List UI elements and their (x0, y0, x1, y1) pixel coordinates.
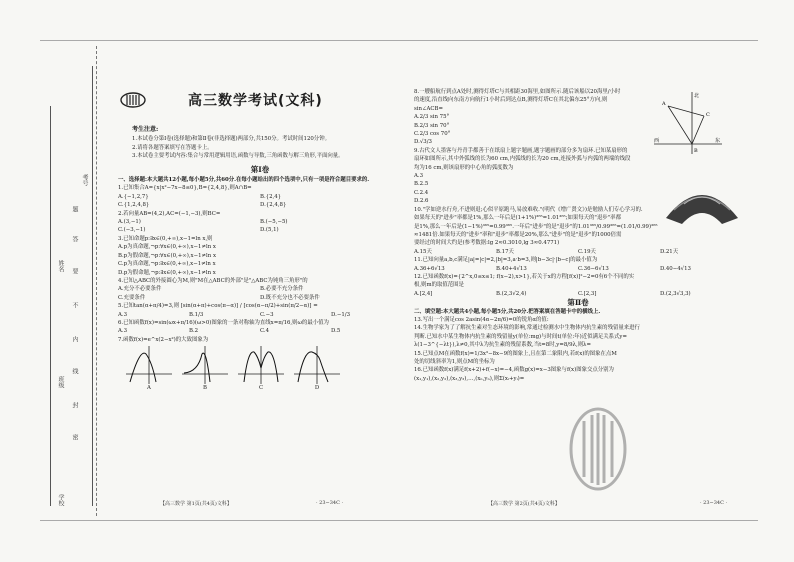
option: D.2.6 (414, 198, 429, 205)
graph-label: D (314, 385, 320, 392)
question-5 (118, 302, 402, 319)
question-stem: 4.已知△ABC的外接圆心为M,则"M在△ABC的外部"是"△ABC为钝角三角形"的 (118, 277, 308, 284)
graph-c-icon (238, 346, 284, 384)
question-line: 12.已知函数f(x)={2^x,0≤x≤1; f(x−2),x>1},若关于x的方程[f(x)]²−2=0有6个不同的实 (414, 273, 635, 280)
question-line: (x₁,y₁),(x₂,y₂),(x₃,y₃),…,(xₙ,yₙ),则Σ(xᵢ+yᵢ)= (414, 375, 525, 382)
question-line: ≈1481倍.如果每天的"进步"率和"退步"率都是20%,那么"进步"的是"退步"的1000倍需 (414, 231, 622, 238)
name-label: 姓名 (57, 260, 64, 272)
graph-b-icon (182, 346, 228, 384)
question-line: 8.一艘船航行到点A处时,测得灯塔C与其相距30海里,如图所示.随后该船以20海里/小时 (414, 89, 621, 95)
option: D.−1/3 (331, 311, 351, 318)
option: B.2 (189, 328, 199, 335)
notice-item: 3.本试卷主要考试内容:集合与常用逻辑用语,函数与导数,三角函数与解三角形,平面向量。 (132, 153, 344, 160)
option: B.必要不充分条件 (260, 286, 304, 293)
question-4 (118, 277, 402, 302)
question-line: 16.已知函数f(x)满足f(x+2)+f(−x)=−4,函数g(x)=x−3图象与f(x)图象交点分别为 (414, 367, 614, 374)
option: D.40−4√13 (660, 265, 691, 272)
question-line: 要经过的时间大约是(参考数据:lg 2≈0.3010,lg 3≈0.4771) (414, 240, 560, 247)
question-stem: 1.已知集合A={x|x²−7x−8≤0},B={2,4,8},则A∩B= (118, 185, 252, 192)
question-options (414, 290, 742, 298)
option: D.{2,4,8} (260, 202, 287, 209)
question-line: 根,则m的取值范围是 (414, 282, 464, 289)
class-label: 班级 (57, 376, 64, 388)
question-8 (414, 88, 650, 147)
option: A.3 (414, 173, 424, 180)
ship-bearing-diagram (652, 90, 724, 156)
option: A.3 (118, 328, 128, 335)
seal-text-4: 不 (71, 302, 78, 308)
question-line: 如果每天的"进步"率都是1%,那么一年后是(1+1%)³⁶⁵=1.01³⁶⁵;如果每天的"退步"率都 (414, 215, 621, 222)
question-options (118, 193, 402, 201)
question-options (118, 311, 402, 319)
question-line: 11.已知向量a,b,c满足|a|=|c|=2,|b|=3,a·b=3,则|b−3c|·|b−c|的最小值为 (414, 257, 598, 264)
footer-right: 【高三数学 第2页(共4页)文科】 (488, 501, 560, 507)
left-column (118, 122, 402, 393)
graph-label: C (258, 385, 264, 392)
option: C.[2,3] (578, 290, 597, 297)
option: C.−3 (260, 311, 274, 318)
question-2 (118, 210, 402, 235)
notice-item: 1.本试卷分第Ⅰ卷(选择题)和第Ⅱ卷(非选择题)两部分,共150分。考试时间120分钟。 (132, 136, 330, 143)
option: A.15天 (414, 248, 432, 255)
question-11 (414, 256, 742, 273)
option: B.17天 (496, 248, 514, 255)
question-line: 是1%,那么一年后是(1−1%)³⁶⁵=0.99³⁶⁵.一年后"进步"的是"退步"的1.01³⁶⁵/0.99³⁶⁵=(1.01/0.99)³⁶⁵ (414, 223, 658, 230)
question-line: 扇环如图所示,其中外弧线的长为60 cm,内弧线的长为20 cm,连接外弧与内弧的两端的线段 (414, 156, 631, 163)
option: A.[2,4] (414, 290, 433, 297)
seal-text-3: 要 (71, 268, 78, 274)
watermark-logo-icon (568, 405, 628, 493)
label-west: 西 (654, 138, 660, 144)
question-stem: 2.若向量AB=(4,2),AC=(−1,−3),则BC= (118, 210, 221, 217)
footer-left-code: · 23−34C · (316, 500, 344, 506)
page-top-edge (40, 40, 758, 41)
option: A.2/3 sin 75° (414, 114, 450, 121)
label-c: C (706, 112, 710, 118)
question-line: 10."学如逆水行舟,不进则退;心似平原跑马,易放难收."(明代《增广贤文》)是勉励人们专心学习的. (414, 206, 643, 213)
question-options (118, 327, 402, 335)
question-line: 处的切线斜率为1,则点M的坐标为 (414, 359, 495, 365)
question-options (118, 294, 402, 302)
seal-text-2: 答 (71, 236, 78, 242)
question-options (118, 218, 402, 226)
option: D.(5,1) (260, 227, 279, 234)
question-line: 均为16 cm,则该扇形的中心角的弧度数为 (414, 164, 514, 171)
option: D.(2,3√3,3) (660, 290, 691, 297)
exam-number-label: 考号 (81, 174, 88, 186)
label-east: 东 (715, 138, 721, 144)
question-options (118, 285, 402, 293)
notice-item: 2.请将各题答案填写在答题卡上。 (132, 144, 213, 151)
option: A.充分不必要条件 (118, 286, 162, 293)
footer-left: 【高三数学 第1页(共4页)文科】 (160, 501, 232, 507)
question-16 (414, 366, 742, 383)
question-options (118, 201, 402, 209)
option: A.3 (118, 311, 128, 318)
binding-strip (42, 46, 97, 516)
part2-heading: 二、填空题:本大题共4小题,每小题5分,共20分.把答案填在答题卡中的横线上. (414, 308, 601, 315)
option: B.(−5,−5) (260, 219, 288, 226)
option: C.2.4 (414, 189, 429, 196)
question-line: 9.古代文人墨客与丹青手都善于在纸扇上题字题画,题字题画的部分多为扇环.已知某扇形的 (414, 147, 628, 154)
binding-line-2 (92, 66, 93, 506)
question-stem: 6.已知函数f(x)=sin(ωx+π/16)(ω>0)图象的一条对称轴为直线x=π/16,则ω的最小值为 (118, 319, 329, 326)
option: B.p为假命题,¬p:∀x∈(0,+∞),x−1≠ln x (118, 252, 216, 259)
question-stem: 5.已知tan(α+π/4)=3,则 [sin(α+π)+cos(π−α)] / [cos(α−π/2)+sin(π/2−α)] = (118, 303, 318, 310)
option: C.36−6√13 (578, 265, 609, 272)
seal-text-5: 内 (71, 336, 78, 342)
notice-block (118, 135, 402, 160)
seal-text-8: 密 (71, 434, 78, 440)
option: C.19天 (578, 248, 596, 255)
notice-title: 考生注意: (132, 126, 159, 133)
option: C.(−3,−1) (118, 227, 146, 234)
option: C.充要条件 (118, 294, 146, 301)
option: B.{2,4} (260, 193, 282, 200)
graph-a-icon (126, 346, 172, 384)
question-options (414, 248, 742, 256)
seal-text-1: 题 (71, 206, 78, 212)
option: B.1/3 (189, 311, 204, 318)
option: C.4 (260, 328, 270, 335)
question-line: 14.生物学家为了了解抗生素对生态环境的影响,常通过检测水中生物体内抗生素的残留量来进行 (414, 325, 640, 332)
part2-title: 第Ⅱ卷 (567, 298, 589, 308)
school-label: 学校 (57, 494, 64, 506)
option: C.{1,2,4,8} (118, 202, 150, 209)
exam-header (118, 88, 402, 114)
option: B.(2,3√2,4) (496, 290, 527, 297)
option: B.2.5 (414, 181, 429, 188)
graph-d-icon (294, 346, 340, 384)
part1-title: 第Ⅰ卷 (250, 164, 270, 174)
option: B.2/3 sin 70° (414, 122, 450, 129)
question-stem: 7.函数f(x)=e^x(2−x²)的大致图象为 (118, 336, 209, 343)
publisher-logo-icon (120, 92, 146, 108)
question-options (414, 265, 742, 273)
seal-text-6: 线 (71, 368, 78, 374)
question-line: sin∠ACB= (414, 105, 443, 112)
option: A.(3,−1) (118, 219, 141, 226)
question-14 (414, 324, 742, 349)
label-north: 北 (694, 93, 700, 99)
question-line: 判断.已知水中某生物体内抗生素的残留量y(单位:mg)与时间t(单位:年)近似满足关系式y= (414, 333, 627, 340)
part1-heading: 一、选择题:本大题共12小题,每小题5分,共60分.在每小题给出的四个选项中,只有一项是符合题目要求的. (118, 177, 370, 184)
option: D.√3/3 (414, 139, 432, 146)
option: C.p为真命题,¬p:∃x∈(0,+∞),x−1≠ln x (118, 261, 216, 268)
question-6 (118, 319, 402, 336)
question-options (118, 226, 402, 234)
graph-label: B (203, 385, 207, 392)
question-15 (414, 350, 742, 367)
option: A.p为真命题,¬p:∀x∈(0,+∞),x−1≠ln x (118, 244, 216, 251)
question-13: 13.写出一个满足cos 2asin(4α−2π/6)=0的锐角α的值: (414, 316, 549, 323)
question-1 (118, 184, 402, 209)
seal-text-7: 封 (71, 402, 78, 408)
option: D.5 (331, 328, 341, 335)
binding-line (50, 106, 51, 506)
option: D.21天 (660, 248, 679, 255)
graph-label: A (147, 385, 151, 392)
label-a: A (662, 101, 666, 107)
option: B.40+4√13 (496, 265, 527, 272)
footer-right-code: · 23−34C · (700, 500, 728, 506)
answer-graphs (126, 346, 402, 384)
option: A.{−1,2,7} (118, 193, 149, 200)
question-7 (118, 336, 402, 393)
fan-painting-image (662, 180, 742, 226)
question-line: 15.已知点M在函数f(x)=1/3x³−8x−9的图象上,且在第二象限内,若f(x)的图象在点M (414, 350, 617, 357)
question-line: λ(1−3^{−λt}),λ≠0,其中λ为抗生素的残留系数,当t=8时,y=8/9λ,则λ= (414, 342, 591, 349)
option: C.2/3 cos 70° (414, 131, 451, 138)
question-stem: 3.已知命题p:∃x∈(0,+∞),x−1=ln x,则 (118, 235, 213, 242)
exam-title: 高三数学考试(文科) (188, 93, 323, 109)
question-12 (414, 273, 742, 298)
option: A.36+6√13 (414, 265, 445, 272)
option: D.p为假命题,¬p:∃x∈(0,+∞),x−1≠ln x (118, 269, 216, 276)
option: D.既不充分也不必要条件 (260, 294, 320, 301)
question-line: 的速度,沿直线向东南方向航行1小时后到达点B,测得灯塔C在其北偏东25°方向,则 (414, 97, 608, 104)
question-9 (414, 147, 660, 206)
question-3 (118, 235, 402, 277)
graph-labels (126, 384, 402, 392)
label-b: B (694, 148, 698, 154)
page-bottom-edge (40, 520, 758, 521)
